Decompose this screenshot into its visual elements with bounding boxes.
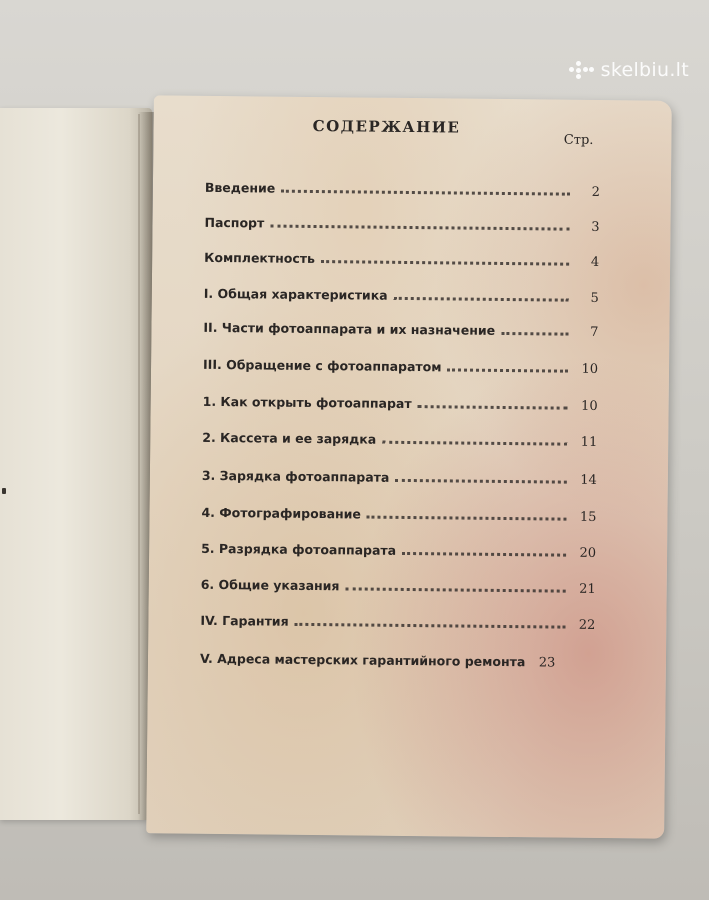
toc-entry (203, 394, 598, 418)
toc-leader (281, 184, 570, 196)
toc-entry (205, 180, 600, 204)
right-page (146, 95, 672, 838)
toc-entry (203, 357, 598, 381)
toc-page-label: Стр. (563, 132, 594, 148)
toc-entry-label: 3. Зарядка фотоаппарата (201, 467, 390, 485)
toc-entry-label: IV. Гарантия (200, 612, 289, 629)
toc-leader (345, 581, 565, 592)
toc-leader (367, 510, 567, 521)
toc-entry-page: 22 (578, 617, 596, 633)
toc-entry-label: 2. Кассета и ее зарядка (202, 429, 377, 447)
watermark (569, 58, 689, 82)
toc-entry-label: 1. Как открыть фотоаппарат (202, 393, 412, 412)
toc-leader (382, 435, 567, 446)
left-page (0, 108, 152, 820)
toc-entry-page: 15 (579, 509, 597, 525)
toc-entry-page: 10 (581, 398, 598, 414)
toc-entry-page: 7 (590, 324, 599, 340)
toc-entry (201, 505, 596, 529)
toc-entry (204, 250, 599, 274)
dots-logo-icon (569, 61, 595, 79)
toc-entry-label: II. Части фотоаппарата и их назначение (203, 319, 496, 338)
toc-entry (202, 430, 597, 454)
toc-entry (204, 286, 599, 310)
toc-entry-label: Введение (204, 179, 276, 196)
toc-entry-page: 14 (580, 472, 597, 488)
toc-entry (200, 651, 595, 675)
toc-entry-page: 21 (579, 581, 596, 597)
toc-entry-page: 23 (538, 655, 556, 671)
toc-leader (394, 291, 569, 302)
toc-entry (200, 613, 595, 637)
toc-leader (447, 362, 568, 372)
toc-entry-page: 10 (581, 361, 599, 377)
toc-leader (270, 219, 569, 231)
toc-entry-page: 4 (590, 254, 600, 270)
table-of-contents (146, 95, 672, 838)
toc-entry-page: 20 (579, 545, 597, 561)
toc-leader (418, 399, 568, 410)
toc-title: СОДЕРЖАНИЕ (312, 116, 461, 137)
toc-entry (201, 541, 596, 565)
toc-entry-label: 6. Общие указания (200, 576, 340, 594)
toc-leader (295, 617, 566, 629)
toc-entry-label: Паспорт (204, 214, 265, 231)
toc-entry-label: 4. Фотографирование (201, 504, 362, 522)
toc-entry (202, 468, 597, 492)
toc-entry-label: 5. Разрядка фотоаппарата (201, 540, 397, 558)
toc-leader (501, 326, 568, 336)
toc-entry-label: I. Общая характеристика (203, 285, 388, 303)
toc-entry-label: III. Обращение с фотоаппаратом (202, 356, 442, 375)
toc-entry (204, 215, 599, 239)
toc-leader (395, 473, 567, 484)
toc-entry (203, 320, 598, 344)
toc-leader (402, 546, 566, 557)
toc-leader (321, 254, 569, 266)
toc-entry-label: Комплектность (204, 249, 316, 267)
toc-entry-page: 3 (591, 219, 600, 235)
toc-entry (201, 577, 596, 601)
watermark-text: skelbiu.lt (600, 59, 689, 81)
toc-entry-label: V. Адреса мастерских гарантийного ремонта (199, 650, 526, 670)
toc-entry-page: 11 (580, 434, 598, 450)
page-mark (2, 488, 6, 494)
toc-entry-page: 5 (590, 290, 599, 306)
toc-entry-page: 2 (591, 184, 600, 200)
